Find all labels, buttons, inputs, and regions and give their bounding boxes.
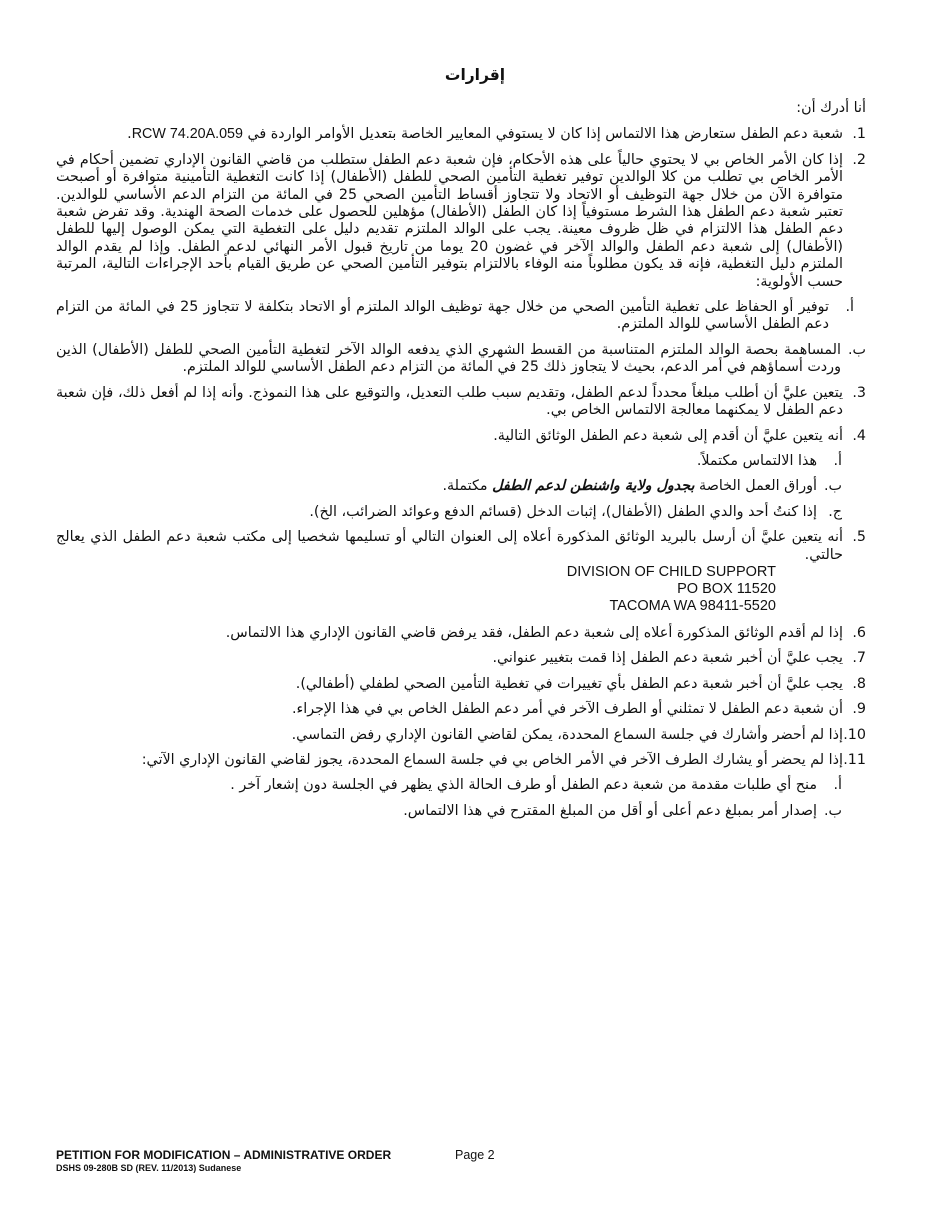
item-text: إذا لم أقدم الوثائق المذكورة أعلاه إلى شعبة دعم الطفل، فقد يرفض قاضي القانون الإداري هذا الالتماس. [225, 624, 843, 641]
item-number: 2. [852, 151, 866, 168]
item-6 [56, 625, 866, 642]
schedule-emphasis: بجدول ولاية واشنطن لدعم الطفل [492, 478, 695, 495]
item-text: إذا كنتُ أحد والدي الطفل (الأطفال)، إثبات الدخل (قسائم الدفع وعوائد الضرائب، الخ). [309, 503, 817, 520]
mailing-address [56, 564, 866, 615]
intro-text: أنا أدرك أن: [796, 100, 866, 116]
item-2a [56, 299, 854, 334]
item-3 [56, 385, 866, 420]
item-text: يجب عليَّ أن أخبر شعبة دعم الطفل بأي تغييرات في تغطية التأمين الصحي لطفلي (أطفالي). [295, 675, 843, 692]
item-text: أوراق العمل الخاصة [694, 478, 817, 495]
footer-form-code: DSHS 09-280B SD (REV. 11/2013) Sudanese [56, 1163, 242, 1173]
item-9 [56, 701, 866, 718]
item-text: إذا لم أحضر وأشارك في جلسة السماع المحددة، يمكن لقاضي القانون الإداري رفض التماسي. [291, 726, 843, 743]
footer-form-title: PETITION FOR MODIFICATION – ADMINISTRATIVE ORDER [56, 1148, 392, 1162]
item-text: منح أي طلبات مقدمة من شعبة دعم الطفل أو طرف الحالة الذي يظهر في الجلسة دون إشعار آخر . [230, 777, 817, 794]
item-11a [56, 777, 842, 794]
item-11b [56, 803, 842, 820]
address-line-1: DIVISION OF CHILD SUPPORT [566, 563, 776, 580]
item-text: أنه يتعين عليَّ أن أقدم إلى شعبة دعم الطفل الوثائق التالية. [493, 427, 843, 444]
item-text: إذا كان الأمر الخاص بي لا يحتوي حالياً على هذه الأحكام، فإن شعبة دعم الطفل ستطلب من قاضي القانون الإداري تضمين أحكام في الأمر الخاص بي تطلب من كلا الوالدين توفير تغطية التأمين الصحي للطفل (الأطفال) إذا كانت التغطية التأمينية متوافرة أو أصبحت متوافرة الآن من خلال جهة التوظيف أو الاتحاد ولا تتجاوز أقساط التأمين الصحي 25 في المائة من التزام الدعم الأساسي للوالدين. تعتبر شعبة دعم الطفل هذا الشرط مستوفياً إذا كان الطفل (الأطفال) مؤهلين للحصول على خدمات الصحة الهندية. وقد تفرض شعبة دعم الطفل هذا الالتزام في ظل ظروف معينة. يجب على الوالد الملتزم تقديم دليل على التغطية التي يمكن الوصول إليها للطفل (الأطفال) إلى شعبة دعم الطفل والوالد الآخر في غضون 20 يوما من تاريخ قبول الأمر النهائي لدعم الطفل. وإذا لم يقدم الوالد الملتزم دليل التغطية، فإنه قد يكون مطلوباً منه الوفاء بالالتزام بتوفير التأمين الصحي عن طريق القيام بأحد الإجراءات التالية، المرتبة حسب الأولوية: [56, 151, 844, 290]
item-letter: أ. [833, 777, 842, 794]
item-text: يتعين عليَّ أن أطلب مبلغاً محدداً لدعم الطفل، وتقديم سبب طلب التعديل، والتوقيع على هذا النموذج. وأنه إذا لم أفعل ذلك، فإن شعبة دعم الطفل لا يمكنهما معالجة الالتماس الخاص بي. [56, 384, 843, 419]
item-letter: أ. [845, 299, 854, 316]
footer-page-number: Page 2 [455, 1148, 495, 1162]
item-letter: أ. [833, 452, 842, 469]
item-4c [56, 504, 842, 521]
item-number: 8. [852, 675, 866, 692]
item-text: أنه يتعين عليَّ أن أرسل بالبريد الوثائق المذكورة أعلاه إلى العنوان التالي أو تسليمها شخصيا إلى مكتب شعبة دعم الطفل الذي يعالج حالتي. [56, 529, 843, 563]
item-letter: ج. [828, 503, 842, 520]
address-line-2: PO BOX 11520 [677, 580, 776, 597]
rcw-reference: RCW 74.20A.059 [131, 126, 243, 143]
item-4a [56, 453, 842, 470]
page-title: إقرارات [444, 66, 506, 84]
item-2 [56, 152, 866, 291]
item-5 [56, 529, 866, 564]
item-text: إصدار أمر بمبلغ دعم أعلى أو أقل من المبلغ المقترح في هذا الالتماس. [403, 802, 817, 819]
item-number: 9. [852, 701, 866, 718]
item-7 [56, 650, 866, 667]
item-letter: ب. [847, 341, 866, 358]
item-text: يجب عليَّ أن أخبر شعبة دعم الطفل إذا قمت بتغيير عنواني. [492, 650, 843, 667]
item-1 [56, 126, 866, 143]
item-number: 3. [852, 384, 866, 401]
item-letter: ب. [823, 478, 842, 495]
item-number: 4. [852, 427, 866, 444]
item-4b [56, 478, 842, 495]
footer-form-info [56, 1148, 391, 1173]
item-number: 1. [852, 126, 866, 143]
item-text: أن شعبة دعم الطفل لا تمثلني أو الطرف الآخر في أمر دعم الطفل الخاص بي في هذا الإجراء. [291, 701, 843, 718]
acknowledgments-body [56, 100, 866, 828]
item-10 [56, 727, 866, 744]
item-11 [56, 752, 866, 769]
item-text: توفير أو الحفاظ على تغطية التأمين الصحي من خلال جهة توظيف الوالد الملتزم أو الاتحاد بتكلفة لا تتجاوز 25 في المائة من التزام دعم الطفل الأساسي للوالد الملتزم. [56, 299, 830, 333]
item-text: المساهمة بحصة الوالد الملتزم المتناسبة من القسط الشهري الذي يدفعه الوالد الآخر لتغطية التأمين الصحي للطفل (الأطفال) الذين وردت أسماؤهم في أمر الدعم، بحيث لا يتجاوز ذلك 25 في المائة من التزام دعم الطفل الأساسي للوالد الملتزم. [56, 341, 841, 376]
item-text: هذا الالتماس مكتملاً. [696, 452, 817, 469]
item-text: إذا لم يحضر أو يشارك الطرف الآخر في الأمر الخاص بي في جلسة السماع المحددة، يجوز لقاضي القانون الإداري الآتي: [141, 751, 843, 768]
address-line-3: TACOMA WA 98411-5520 [609, 597, 776, 614]
item-number: 10. [843, 726, 866, 743]
item-4 [56, 428, 866, 445]
item-number: 6. [852, 624, 866, 641]
item-letter: ب. [823, 802, 842, 819]
item-text: شعبة دعم الطفل ستعارض هذا الالتماس إذا كان لا يستوفي المعايير الخاصة بتعديل الأوامر الواردة في [242, 126, 843, 143]
item-8 [56, 676, 866, 693]
item-text-end: مكتملة. [442, 478, 493, 495]
item-2b [56, 342, 866, 377]
item-number: 11. [843, 751, 866, 768]
item-number: 5. [852, 529, 866, 546]
item-end: . [127, 126, 132, 143]
item-number: 7. [852, 650, 866, 667]
